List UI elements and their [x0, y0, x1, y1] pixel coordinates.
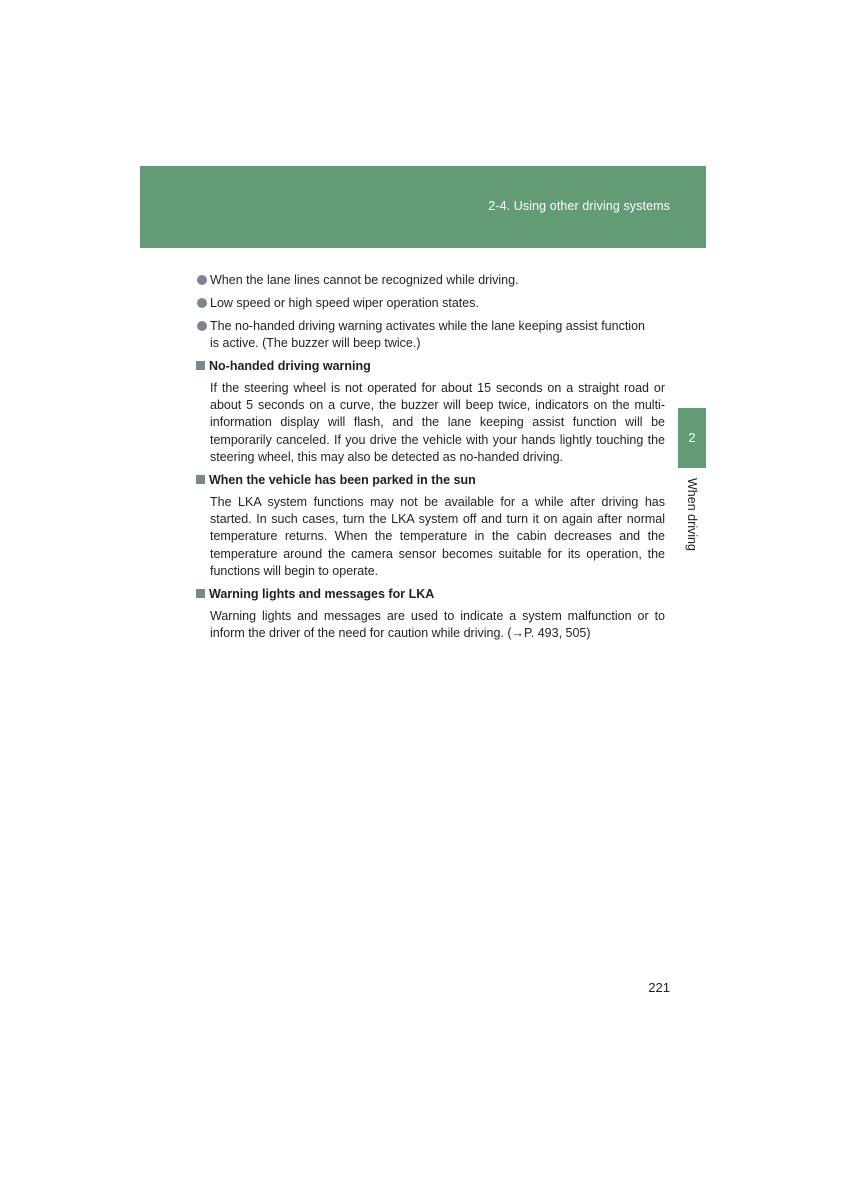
list-item — [210, 295, 658, 312]
square-bullet-icon — [196, 361, 205, 370]
section-heading-text: Warning lights and messages for LKA — [209, 587, 435, 601]
section-title: 2-4. Using other driving systems — [488, 199, 670, 213]
list-item-text: When the lane lines cannot be recognized while driving. — [210, 273, 519, 287]
square-bullet-icon — [196, 589, 205, 598]
section-body: Warning lights and messages are used to indicate a system malfunction or to inform the driver of the need for caution while driving. (→P. 493, 505) — [210, 609, 665, 641]
list-item-text: The no-handed driving warning activates while the lane keeping assist function is active. (The buzzer will beep twice.) — [210, 319, 645, 350]
bullet-icon — [197, 321, 207, 331]
list-item-text: Low speed or high speed wiper operation states. — [210, 296, 479, 310]
list-item — [210, 318, 650, 352]
section-heading-text: When the vehicle has been parked in the sun — [209, 473, 476, 487]
section-heading — [196, 358, 371, 375]
section-body: If the steering wheel is not operated for about 15 seconds on a straight road or about 5 seconds on a curve, the buzzer will beep twice, indicators on the multi-information display will flash, and the lane keeping assist function will be temporarily canceled. If you drive the vehicle with your hands lightly touching the steering wheel, this may also be detected as no-handed driving. — [210, 381, 665, 464]
section-heading-text: No-handed driving warning — [209, 359, 371, 373]
chapter-label: When driving — [685, 478, 699, 551]
page-number: 221 — [648, 980, 670, 995]
bullet-icon — [197, 298, 207, 308]
chapter-header-band — [140, 166, 706, 248]
bullet-icon — [197, 275, 207, 285]
section-heading — [196, 586, 434, 603]
list-item — [210, 272, 658, 289]
section-body: The LKA system functions may not be available for a while after driving has started. In such cases, turn the LKA system off and turn it on again after normal temperature returns. When the temperature in the cabin decreases and the temperature around the camera sensor becomes suitable for its operation, the functions will begin to operate. — [210, 495, 665, 578]
chapter-number: 2 — [688, 430, 696, 445]
chapter-tab — [678, 408, 706, 468]
section-heading — [196, 472, 476, 489]
square-bullet-icon — [196, 475, 205, 484]
